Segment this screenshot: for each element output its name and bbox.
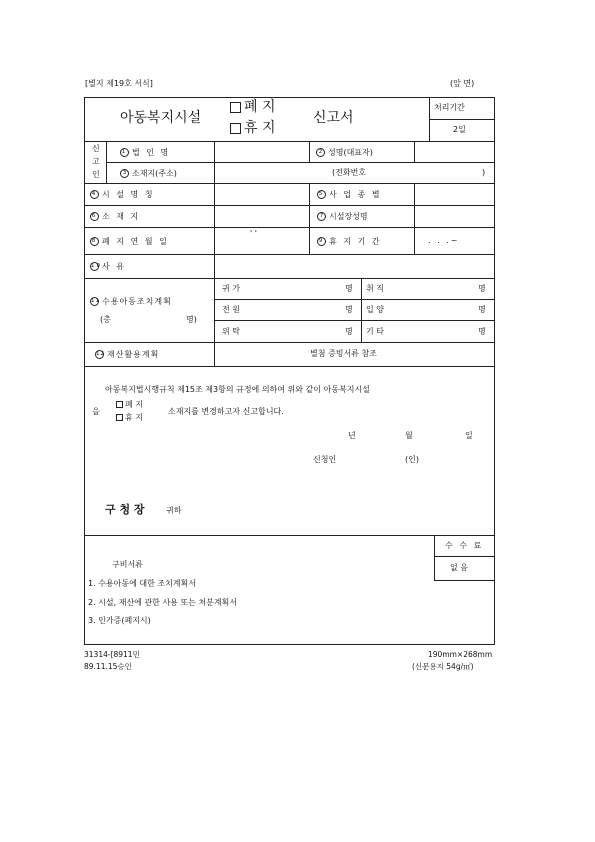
declaration-suffix: 소재지를 변경하고자 신고합니다. xyxy=(168,407,284,416)
footer-paper: (신문용지 54g/㎡) xyxy=(412,662,474,671)
placement-unit: 명 xyxy=(478,327,486,336)
suspend-period-field[interactable] xyxy=(415,228,494,253)
placement-unit: 명 xyxy=(478,284,486,293)
divider xyxy=(434,580,495,581)
checkbox-suspend[interactable] xyxy=(230,123,241,134)
suspend-period-marks: . . .~ xyxy=(428,236,460,245)
divider xyxy=(361,278,362,342)
reporter-group-label-3: 인 xyxy=(92,170,100,179)
footer-size: 190mm×268mm xyxy=(428,650,493,659)
business-type-label: 5 사 업 종 별 xyxy=(318,190,382,199)
form-title: 아동복지시설 xyxy=(120,110,202,126)
page-side-label: (앞 면) xyxy=(450,79,475,88)
fee-label: 수 수 료 xyxy=(445,541,484,550)
property-plan-value: 별첨 증빙서류 참조 xyxy=(310,349,377,358)
footer-code: 31314-[8911민 xyxy=(84,650,140,659)
placement-plan-label: 11 수용아동조치계획 xyxy=(91,297,172,306)
placement-unit: 명 xyxy=(345,305,353,314)
addressee-honorific: 귀하 xyxy=(166,506,182,515)
business-type-field[interactable] xyxy=(415,184,494,204)
divider xyxy=(309,183,310,254)
corp-name-field[interactable] xyxy=(215,142,308,161)
declaration-line-1: 아동복지법시행규칙 제15조 제3항의 규정에 의하여 위와 같이 아동복지시설 xyxy=(105,385,370,394)
divider xyxy=(106,141,107,183)
phone-label: (전화번호 xyxy=(332,168,367,177)
facility-head-name-label: 7 시설장성명 xyxy=(317,212,368,221)
addressee: 구 청 장 xyxy=(105,503,145,516)
checkbox-close[interactable] xyxy=(230,102,241,113)
divider xyxy=(434,556,495,557)
date-day-label: 일 xyxy=(465,431,473,440)
applicant-label: 신청인 xyxy=(313,455,337,464)
reporter-group-label-2: 고 xyxy=(92,157,100,166)
facility-location-field[interactable] xyxy=(215,206,308,226)
form-title-suffix: 신고서 xyxy=(313,110,354,126)
property-plan-label: 12 재산활용계획 xyxy=(96,350,160,359)
facility-head-name-field[interactable] xyxy=(415,206,494,226)
placement-total-open: (총 xyxy=(100,315,111,324)
title-option-suspend: 휴 지 xyxy=(230,121,276,135)
rep-name-label: 2 성명(대표자) xyxy=(316,148,373,157)
footer-approval: 89.11.15승인 xyxy=(84,662,132,671)
rep-name-field[interactable] xyxy=(415,142,494,161)
divider xyxy=(309,141,310,162)
facility-location-label: 6 소 재 지 xyxy=(91,212,141,221)
declaration-option-suspend: 휴 지 xyxy=(116,414,143,422)
divider xyxy=(84,278,495,279)
divider xyxy=(84,342,495,343)
reporter-group-label-1: 신 xyxy=(92,144,100,153)
divider xyxy=(429,97,430,141)
processing-period-label: 처리기간 xyxy=(434,103,465,112)
date-month-label: 월 xyxy=(405,431,413,440)
title-option-close: 폐 지 xyxy=(230,100,276,114)
placement-foster-label: 위 탁 xyxy=(222,327,240,336)
placement-employment-label: 취 직 xyxy=(366,284,384,293)
close-date-marks: ' ' xyxy=(250,229,257,238)
close-date-field[interactable] xyxy=(215,228,308,253)
address-label: 3 소재지(주소) xyxy=(120,169,177,178)
document-item: 1. 수용아동에 대한 조치계획서 xyxy=(88,579,196,588)
placement-other-label: 기 타 xyxy=(366,327,384,336)
facility-name-field[interactable] xyxy=(215,184,308,204)
applicant-seal: (인) xyxy=(405,455,419,464)
document-item: 2. 시설, 재산에 관한 사용 또는 처분계획서 xyxy=(88,598,238,607)
placement-unit: 명 xyxy=(478,305,486,314)
date-year-label: 년 xyxy=(348,431,356,440)
declaration-checkbox-close[interactable] xyxy=(116,401,123,408)
reason-field[interactable] xyxy=(215,255,494,277)
placement-adoption-label: 입 양 xyxy=(366,305,384,314)
facility-name-label: 4 시 설 명 칭 xyxy=(91,190,155,199)
fee-value: 없 음 xyxy=(450,563,468,572)
declaration-prefix: 을 xyxy=(92,407,100,416)
divider xyxy=(429,119,495,120)
placement-total-close: 명) xyxy=(186,315,197,324)
phone-close-paren: ) xyxy=(482,168,486,177)
close-date-label: 8 폐 지 연 월 일 xyxy=(91,237,169,246)
document-item: 3. 인가증(폐지시) xyxy=(88,616,151,625)
placement-return-home-label: 귀 가 xyxy=(222,284,240,293)
reason-label: 10사 유 xyxy=(91,262,126,271)
placement-unit: 명 xyxy=(345,327,353,336)
declaration-checkbox-suspend[interactable] xyxy=(116,414,123,421)
corp-name-label: 1 법 인 명 xyxy=(121,148,171,157)
form-number: [별지 제19호 서식] xyxy=(85,79,153,88)
divider xyxy=(214,299,495,300)
placement-unit: 명 xyxy=(345,284,353,293)
documents-title: 구비서류 xyxy=(112,560,143,569)
processing-period-value: 2일 xyxy=(453,125,466,134)
divider xyxy=(434,535,435,580)
placement-transfer-label: 전 원 xyxy=(222,305,240,314)
divider xyxy=(214,320,495,321)
divider xyxy=(84,366,495,367)
suspend-period-label: 9 휴 지 기 간 xyxy=(318,237,382,246)
declaration-option-close: 폐 지 xyxy=(116,401,143,409)
